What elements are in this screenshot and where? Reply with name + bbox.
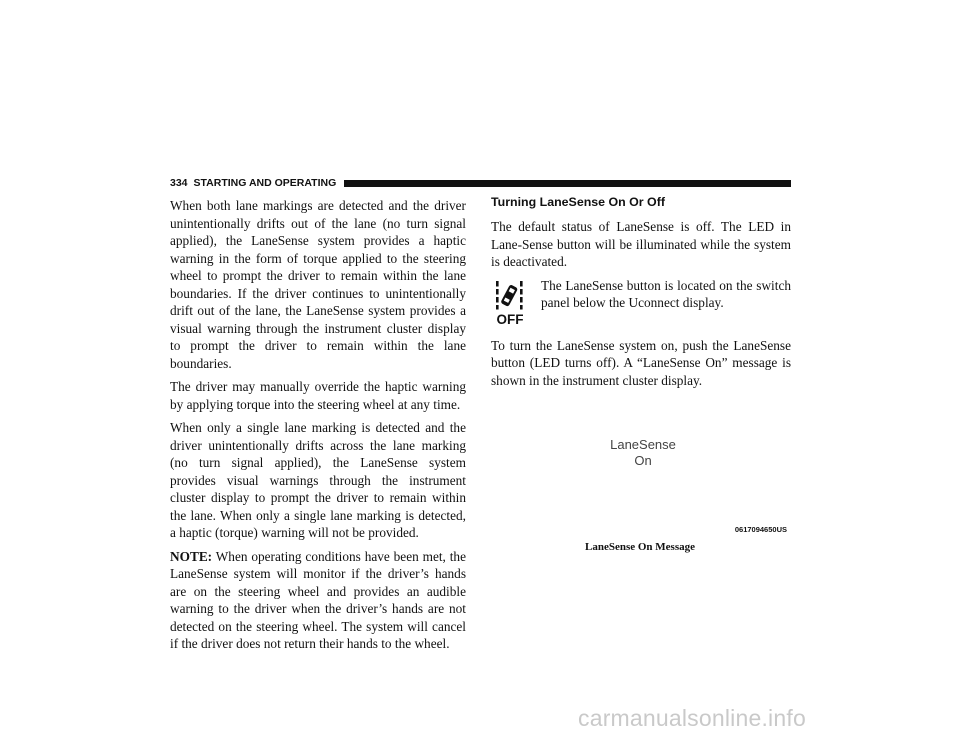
cluster-message bbox=[602, 437, 684, 469]
section-title: STARTING AND OPERATING bbox=[193, 177, 337, 189]
paragraph-turn-on: To turn the LaneSense system on, push the LaneSense button (LED turns off). A “LaneSense On” message is shown in the instrument cluster display. bbox=[491, 337, 791, 388]
paragraph-single-marking: When only a single lane marking is detected and the driver unintentionally drifts across the lane marking (no turn signal applied), the LaneSense system provides visual warnings through the instrument cluster display to prompt the driver to remain within the lane. When only a single lane marking is detected, a haptic (torque) warning will not be provided. bbox=[170, 420, 466, 540]
figure-id: 0617094650US bbox=[734, 525, 787, 534]
off-label: OFF bbox=[496, 311, 524, 327]
lanesense-symbol-icon bbox=[491, 277, 535, 327]
icon-row bbox=[491, 277, 791, 327]
lanesense-off-icon bbox=[491, 277, 535, 327]
paragraph-both-markings: When both lane markings are detected and the driver unintentionally drifts out of the lane (no turn signal applied), the LaneSense system provides a haptic warning in the form of torque applied to the steering wheel to prompt the driver to remain within the lane boundaries. If the driver continues to unintentionally drift out of the lane, the LaneSense system provides a visual warning through the instrument cluster display to prompt the driver to remain within the lane boundaries. bbox=[170, 198, 466, 371]
paragraph-button-location: The LaneSense button is located on the switch panel below the Uconnect display. bbox=[541, 277, 791, 310]
lanesense-on-figure bbox=[602, 429, 787, 534]
note-paragraph bbox=[170, 548, 466, 653]
section-heading: Turning LaneSense On Or Off bbox=[491, 195, 665, 209]
page-header bbox=[170, 176, 791, 190]
figure-caption: LaneSense On Message bbox=[585, 541, 695, 553]
paragraph-override: The driver may manually override the haptic warning by applying torque into the steering wheel at any time. bbox=[170, 379, 466, 412]
left-column bbox=[170, 197, 466, 659]
watermark: carmanualsonline.info bbox=[578, 705, 806, 731]
note-label: NOTE: bbox=[170, 548, 213, 564]
page-number: 334 bbox=[170, 177, 188, 189]
header-rule bbox=[344, 180, 791, 187]
paragraph-default-status: The default status of LaneSense is off. The LED in Lane-Sense button will be illuminated while the system is deactivated. bbox=[491, 219, 791, 269]
note-text: When operating conditions have been met, the LaneSense system will monitor if the driver’s hands are on the steering wheel and provides an audible warning to the driver when the driver’s hands are not detected on the steering wheel. The system will cancel if the driver does not return their hands to the wheel. bbox=[170, 548, 466, 651]
cluster-message-line1: LaneSense bbox=[610, 437, 676, 452]
right-column bbox=[491, 195, 791, 395]
cluster-message-line2: On bbox=[634, 453, 652, 468]
